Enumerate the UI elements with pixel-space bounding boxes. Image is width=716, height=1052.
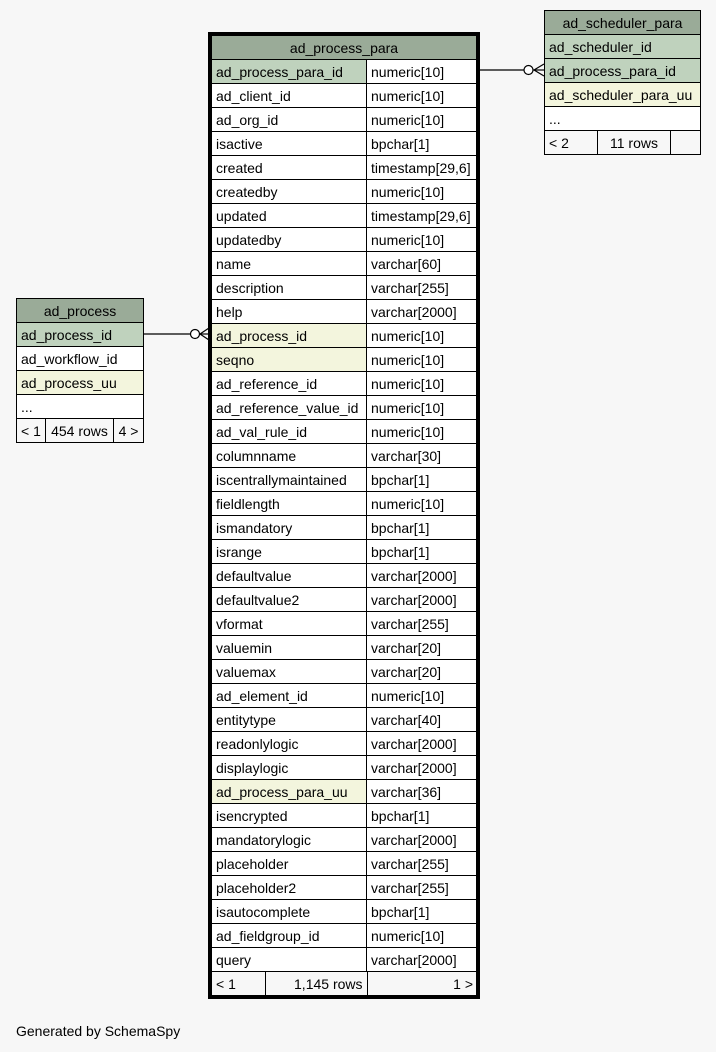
column-type: varchar[20] <box>367 660 477 684</box>
column-type: bpchar[1] <box>367 900 477 924</box>
children-link[interactable]: 4 > <box>114 419 144 443</box>
column-type: varchar[255] <box>367 852 477 876</box>
table-row[interactable] <box>212 516 477 540</box>
relation-ad-scheduler-para <box>477 64 544 76</box>
column-type: varchar[60] <box>367 252 477 276</box>
column-type: bpchar[1] <box>367 132 477 156</box>
column-type: varchar[36] <box>367 780 477 804</box>
column-name[interactable]: ad_reference_id <box>212 372 367 396</box>
column-type: varchar[2000] <box>367 732 477 756</box>
relation-ad-process <box>143 328 209 340</box>
column-name[interactable]: mandatorylogic <box>212 828 367 852</box>
table-row[interactable] <box>212 228 477 252</box>
table-row[interactable] <box>212 396 477 420</box>
column-name[interactable]: placeholder2 <box>212 876 367 900</box>
column-type: varchar[2000] <box>367 948 477 972</box>
column-name[interactable]: iscentrallymaintained <box>212 468 367 492</box>
table-row[interactable] <box>212 636 477 660</box>
column-name[interactable]: ad_process_para_uu <box>212 780 367 804</box>
parents-link[interactable]: < 1 <box>212 972 265 995</box>
column-type: numeric[10] <box>367 492 477 516</box>
column-type: numeric[10] <box>367 60 477 84</box>
table-row[interactable] <box>212 204 477 228</box>
column-name[interactable]: valuemin <box>212 636 367 660</box>
column-type: numeric[10] <box>367 180 477 204</box>
column-type: varchar[2000] <box>367 828 477 852</box>
column-type: varchar[2000] <box>367 564 477 588</box>
column-name[interactable]: valuemax <box>212 660 367 684</box>
table-row[interactable] <box>212 180 477 204</box>
column-name[interactable]: ad_reference_value_id <box>212 396 367 420</box>
column-type: bpchar[1] <box>367 804 477 828</box>
table-row[interactable] <box>212 348 477 372</box>
row-count: 1,145 rows <box>265 972 367 995</box>
table-row[interactable] <box>212 828 477 852</box>
column-name[interactable]: ad_client_id <box>212 84 367 108</box>
table-row[interactable] <box>212 780 477 804</box>
table-row[interactable] <box>212 108 477 132</box>
main-table-frame <box>208 32 480 999</box>
table-row[interactable] <box>212 756 477 780</box>
column-type: varchar[255] <box>367 612 477 636</box>
table-row[interactable] <box>17 347 144 371</box>
table-row[interactable] <box>212 252 477 276</box>
table-row[interactable] <box>212 948 477 972</box>
table-row[interactable] <box>212 444 477 468</box>
column-name[interactable]: help <box>212 300 367 324</box>
table-row[interactable] <box>212 804 477 828</box>
table-row[interactable] <box>545 35 701 59</box>
column-name[interactable]: isrange <box>212 540 367 564</box>
children-link[interactable]: 1 > <box>367 972 477 995</box>
column-type: varchar[2000] <box>367 300 477 324</box>
ad-scheduler-para-table[interactable] <box>544 10 701 155</box>
column-name[interactable]: name <box>212 252 367 276</box>
table-row[interactable] <box>212 276 477 300</box>
column-name[interactable]: ad_workflow_id <box>17 347 144 371</box>
column-type: varchar[255] <box>367 876 477 900</box>
column-name[interactable]: ad_val_rule_id <box>212 420 367 444</box>
column-type: bpchar[1] <box>367 516 477 540</box>
column-name[interactable]: ad_process_id <box>17 323 144 347</box>
column-name[interactable]: ad_org_id <box>212 108 367 132</box>
column-type: numeric[10] <box>367 228 477 252</box>
column-name[interactable]: defaultvalue2 <box>212 588 367 612</box>
column-name[interactable]: entitytype <box>212 708 367 732</box>
table-row[interactable] <box>212 300 477 324</box>
column-type: varchar[2000] <box>367 756 477 780</box>
table-row[interactable] <box>212 732 477 756</box>
table-row[interactable] <box>212 132 477 156</box>
table-row[interactable] <box>545 107 701 131</box>
table-title[interactable]: ad_process <box>17 299 144 323</box>
column-name[interactable]: ad_scheduler_para_uu <box>545 83 701 107</box>
column-type: varchar[20] <box>367 636 477 660</box>
column-name[interactable]: ismandatory <box>212 516 367 540</box>
table-title[interactable]: ad_scheduler_para <box>545 11 701 35</box>
table-row[interactable] <box>17 395 144 419</box>
column-name[interactable]: displaylogic <box>212 756 367 780</box>
column-type: numeric[10] <box>367 348 477 372</box>
table-row[interactable] <box>212 660 477 684</box>
column-name[interactable]: ad_element_id <box>212 684 367 708</box>
column-name: ... <box>545 107 701 131</box>
table-row[interactable] <box>212 324 477 348</box>
column-name[interactable]: vformat <box>212 612 367 636</box>
table-row[interactable] <box>212 612 477 636</box>
column-type: bpchar[1] <box>367 468 477 492</box>
column-type: numeric[10] <box>367 84 477 108</box>
table-row[interactable] <box>212 492 477 516</box>
column-type: numeric[10] <box>367 108 477 132</box>
column-type: varchar[2000] <box>367 588 477 612</box>
column-name[interactable]: seqno <box>212 348 367 372</box>
row-count: 11 rows <box>598 131 671 155</box>
column-name[interactable]: placeholder <box>212 852 367 876</box>
column-name[interactable]: ad_process_para_id <box>545 59 701 83</box>
column-name[interactable]: ad_fieldgroup_id <box>212 924 367 948</box>
row-count: 454 rows <box>46 419 114 443</box>
children-link[interactable] <box>671 131 701 155</box>
column-name[interactable]: isencrypted <box>212 804 367 828</box>
table-row[interactable] <box>212 564 477 588</box>
generated-by-footer: Generated by SchemaSpy <box>16 1023 181 1039</box>
table-row[interactable] <box>212 60 477 84</box>
ad-process-para-table[interactable] <box>211 35 477 996</box>
column-name[interactable]: ad_process_para_id <box>212 60 367 84</box>
column-name[interactable]: updatedby <box>212 228 367 252</box>
table-row[interactable] <box>212 876 477 900</box>
column-name[interactable]: createdby <box>212 180 367 204</box>
column-name[interactable]: updated <box>212 204 367 228</box>
column-name[interactable]: defaultvalue <box>212 564 367 588</box>
table-row[interactable] <box>212 420 477 444</box>
column-type: numeric[10] <box>367 420 477 444</box>
table-row[interactable] <box>17 323 144 347</box>
column-name[interactable]: readonlylogic <box>212 732 367 756</box>
column-name[interactable]: isactive <box>212 132 367 156</box>
column-name[interactable]: created <box>212 156 367 180</box>
table-row[interactable] <box>17 371 144 395</box>
table-row[interactable] <box>212 540 477 564</box>
column-type: numeric[10] <box>367 396 477 420</box>
column-type: bpchar[1] <box>367 540 477 564</box>
table-row[interactable] <box>212 708 477 732</box>
column-type: varchar[255] <box>367 276 477 300</box>
table-row[interactable] <box>212 684 477 708</box>
table-row[interactable] <box>212 900 477 924</box>
column-type: varchar[40] <box>367 708 477 732</box>
column-name: ... <box>17 395 144 419</box>
column-name[interactable]: columnname <box>212 444 367 468</box>
table-row[interactable] <box>212 852 477 876</box>
table-row[interactable] <box>212 588 477 612</box>
column-type: varchar[30] <box>367 444 477 468</box>
column-name[interactable]: ad_process_id <box>212 324 367 348</box>
table-row[interactable] <box>212 156 477 180</box>
column-name[interactable]: ad_scheduler_id <box>545 35 701 59</box>
column-type: numeric[10] <box>367 324 477 348</box>
column-type: numeric[10] <box>367 372 477 396</box>
column-type: timestamp[29,6] <box>367 156 477 180</box>
column-name[interactable]: ad_process_uu <box>17 371 144 395</box>
parents-link[interactable]: < 2 <box>545 131 598 155</box>
table-row[interactable] <box>212 84 477 108</box>
table-row[interactable] <box>212 468 477 492</box>
column-name[interactable]: fieldlength <box>212 492 367 516</box>
parents-link[interactable]: < 1 <box>17 419 46 443</box>
table-row[interactable] <box>545 59 701 83</box>
column-type: numeric[10] <box>367 924 477 948</box>
column-type: timestamp[29,6] <box>367 204 477 228</box>
column-name[interactable]: query <box>212 948 367 972</box>
column-name[interactable]: isautocomplete <box>212 900 367 924</box>
table-title[interactable]: ad_process_para <box>212 36 477 60</box>
column-type: numeric[10] <box>367 684 477 708</box>
table-row[interactable] <box>212 372 477 396</box>
ad-process-table[interactable] <box>16 298 144 443</box>
table-row[interactable] <box>545 83 701 107</box>
column-name[interactable]: description <box>212 276 367 300</box>
table-row[interactable] <box>212 924 477 948</box>
